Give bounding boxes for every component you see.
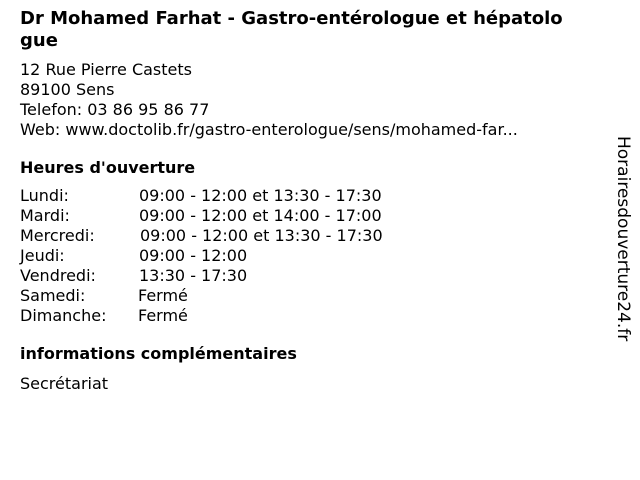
day-hours: 09:00 - 12:00 <box>139 246 248 265</box>
brand-watermark: Horairesdouverture24.fr <box>613 136 633 342</box>
city-postal-code: 89100 Sens <box>20 80 115 99</box>
day-hours: 09:00 - 12:00 et 14:00 - 17:00 <box>139 206 382 225</box>
day-label: Dimanche: <box>20 306 107 325</box>
day-label: Jeudi: <box>20 246 65 265</box>
day-label: Mercredi: <box>20 226 95 245</box>
day-hours: 13:30 - 17:30 <box>139 266 248 285</box>
hours-row-thursday <box>20 246 600 266</box>
opening-hours-list <box>20 186 600 326</box>
phone-number: Telefon: 03 86 95 86 77 <box>20 100 210 119</box>
additional-info-text: Secrétariat <box>20 374 109 393</box>
hours-row-friday <box>20 266 600 286</box>
day-label: Samedi: <box>20 286 86 305</box>
page-title: Dr Mohamed Farhat - Gastro-entérologue et hépatolo gue <box>20 8 563 51</box>
website-line <box>20 120 600 140</box>
opening-hours-heading: Heures d'ouverture <box>20 158 196 177</box>
hours-row-saturday <box>20 286 600 306</box>
hours-row-sunday <box>20 306 600 326</box>
street-address: 12 Rue Pierre Castets <box>20 60 192 79</box>
hours-row-monday <box>20 186 600 206</box>
day-label: Mardi: <box>20 206 70 225</box>
website-link[interactable]: www.doctolib.fr/gastro-enterologue/sens/mohamed-far... <box>65 120 518 139</box>
hours-row-wednesday <box>20 226 600 246</box>
hours-row-tuesday <box>20 206 600 226</box>
day-hours: 09:00 - 12:00 et 13:30 - 17:30 <box>140 226 383 245</box>
day-hours: Fermé <box>138 306 188 325</box>
day-hours: 09:00 - 12:00 et 13:30 - 17:30 <box>139 186 382 205</box>
address-block <box>20 60 600 140</box>
additional-info-heading: informations complémentaires <box>20 344 297 363</box>
day-label: Lundi: <box>20 186 69 205</box>
website-label: Web: <box>20 120 66 139</box>
day-hours: Fermé <box>138 286 188 305</box>
day-label: Vendredi: <box>20 266 96 285</box>
business-card <box>20 8 600 394</box>
